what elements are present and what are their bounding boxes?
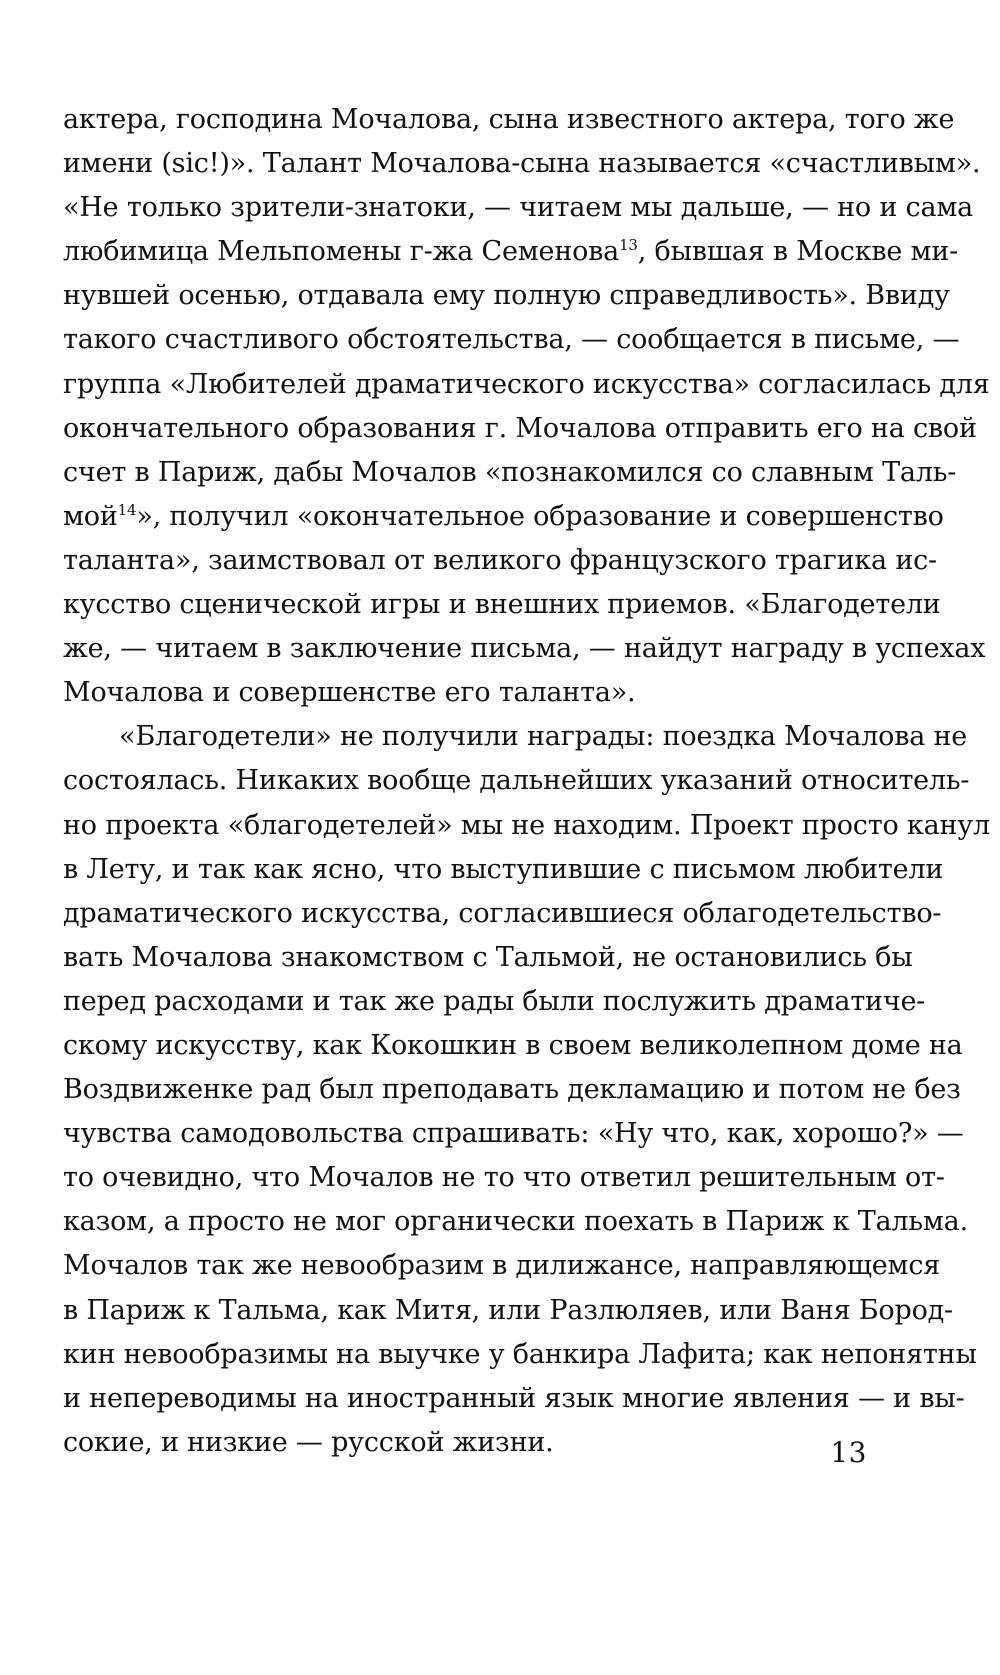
text-line: казом, а просто не мог органически поехать в Париж к Тальма. (63, 1206, 968, 1238)
text-line: нувшей осенью, отдавала ему полную справедливость». Ввиду (63, 280, 950, 312)
body-text (63, 98, 990, 1465)
text-fragment: , бывшая в Москве ми- (637, 236, 959, 268)
text-line: имени (sic!)». Талант Мочалова-сына называется «счастливым». (63, 148, 981, 180)
text-line: Мочалов так же невообразим в дилижансе, направляющемся (63, 1250, 941, 1282)
text-fragment: любимица Мельпомены г-жа Семенова (63, 236, 620, 268)
text-line: драматического искусства, согласившиеся облагодетельство- (63, 897, 942, 929)
text-line: актера, господина Мочалова, сына известного актера, того же (63, 104, 955, 135)
text-line: вать Мочалова знакомством с Тальмой, не остановились бы (63, 941, 913, 973)
text-line: перед расходами и так же рады были послужить драматиче- (63, 985, 926, 1017)
text-line (63, 495, 944, 539)
text-line: счет в Париж, дабы Мочалов «познакомился со славным Таль- (63, 456, 957, 488)
text-line: такого счастливого обстоятельства, — сообщается в письме, — (63, 324, 960, 356)
text-line: сокие, и низкие — русской жизни. (63, 1426, 554, 1458)
text-line: скому искусству, как Кокошкин в своем великолепном доме на (63, 1029, 963, 1061)
paragraph-2 (63, 715, 990, 1465)
text-line: то очевидно, что Мочалов не то что ответил решительным от- (63, 1162, 945, 1194)
text-line: состоялась. Никаких вообще дальнейших указаний относитель- (63, 765, 970, 797)
footnote-ref-14: 14 (117, 500, 137, 519)
text-line: «Не только зрители-знатоки, — читаем мы дальше, — но и сама (63, 192, 974, 224)
text-line: в Лету, и так как ясно, что выступившие с письмом любители (63, 853, 944, 885)
text-line: чувства самодовольства спрашивать: «Ну что, как, хорошо?» — (63, 1118, 964, 1150)
text-fragment: мой (63, 500, 118, 532)
text-line: Мочалова и совершенстве его таланта». (63, 677, 636, 709)
text-line: в Париж к Тальма, как Митя, или Разлюляев, или Ваня Бород- (63, 1294, 953, 1326)
text-line (63, 230, 959, 274)
text-line: кусство сценической игры и внешних приемов. «Благодетели (63, 589, 941, 621)
text-line: но проекта «благодетелей» мы не находим. Проект просто канул (63, 809, 990, 841)
text-line: группа «Любителей драматического искусства» согласилась для (63, 368, 990, 400)
text-fragment: », получил «окончательное образование и совершенство (136, 500, 944, 532)
text-line: кин невообразимы на выучке у банкира Лафита; как непонятны (63, 1338, 977, 1370)
footnote-ref-13: 13 (619, 236, 638, 255)
text-line: и непереводимы на иностранный язык многие явления — и вы- (63, 1382, 965, 1414)
text-line: же, — читаем в заключение письма, — найдут награду в успехах (63, 633, 986, 665)
text-line: Воздвиженке рад был преподавать декламацию и потом не без (63, 1074, 961, 1106)
text-line: «Благодетели» не получили награды: поездка Мочалова не (119, 721, 968, 753)
paragraph-1 (63, 98, 990, 715)
text-line: таланта», заимствовал от великого французского трагика ис- (63, 544, 937, 576)
text-line: окончательного образования г. Мочалова отправить его на свой (63, 412, 977, 444)
page-number: 13 (830, 1436, 867, 1469)
